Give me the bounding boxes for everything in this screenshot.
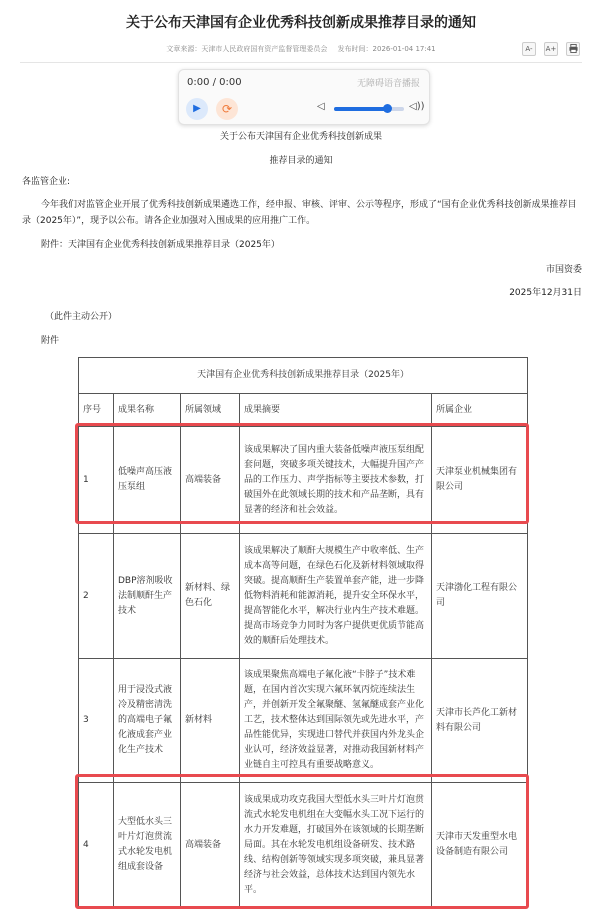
row-field: 高端装备 bbox=[181, 427, 240, 534]
highlight-box-row-4 bbox=[75, 774, 529, 909]
attachment-line: 附件：天津国有企业优秀科技创新成果推荐目录（2025年） bbox=[41, 240, 280, 250]
player-time: 0:00 / 0:00 bbox=[187, 77, 242, 88]
row-name: DBP溶剂吸收法制顺酐生产技术 bbox=[114, 534, 181, 659]
table-row bbox=[79, 659, 528, 783]
row-company: 天津市天发重型水电设备制造有限公司 bbox=[432, 783, 528, 908]
toolbar bbox=[522, 42, 580, 56]
body-line-2: 录（2025年）”，现予以公布。请各企业加强对入围成果的应用推广工作。 bbox=[22, 216, 316, 226]
volume-slider[interactable] bbox=[334, 107, 404, 111]
article-date: 发布时间：2026-01-04 17:41 bbox=[337, 45, 436, 53]
play-icon[interactable]: ▶ bbox=[186, 98, 208, 120]
attachment-label: 附件 bbox=[41, 336, 60, 346]
row-field: 新材料 bbox=[181, 659, 240, 783]
font-decrease-icon[interactable]: A- bbox=[522, 42, 536, 56]
row-summary: 该成果解决了国内重大装备低噪声液压泵组配套问题，突破多项关键技术，大幅提升国产产品的工作压力、声学指标等主要技术参数，打破国外在此领域长期的技术和产品垄断，具有显著的经济和社会效益。 bbox=[240, 427, 432, 534]
row-summary: 该成果解决了顺酐大规模生产中收率低、生产成本高等问题，在绿色石化及新材料领域取得突破。提高顺酐生产装置单套产能，进一步降低物料消耗和能源消耗，提升安全环保水平，提高智能化水平，解决行业内生产技术难题。提高市场竞争力同时为客户提供更优质节能高效的顺酐后处理技术。 bbox=[240, 534, 432, 659]
body-line-1: 今年我们对监管企业开展了优秀科技创新成果遴选工作，经申报、审核、评审、公示等程序，形成了“国有企业优秀科技创新成果推荐目 bbox=[41, 200, 577, 210]
col-header-company: 所属企业 bbox=[432, 394, 528, 427]
article-source: 文章来源：天津市人民政府国有资产监督管理委员会 bbox=[166, 45, 328, 53]
volume-up-icon[interactable]: ◁)) bbox=[409, 101, 425, 112]
row-no: 4 bbox=[79, 783, 114, 908]
row-name: 低噪声高压液压泵组 bbox=[114, 427, 181, 534]
accessible-audio-label[interactable]: 无障碍语音播报 bbox=[356, 79, 420, 89]
row-field: 新材料、绿色石化 bbox=[181, 534, 240, 659]
volume-fill bbox=[334, 107, 387, 111]
article-meta bbox=[0, 44, 602, 54]
doc-center-title-2: 推荐目录的通知 bbox=[269, 156, 333, 166]
volume-down-icon[interactable]: ◁ bbox=[317, 101, 325, 112]
loop-icon[interactable]: ⟳ bbox=[216, 98, 238, 120]
header-divider bbox=[20, 62, 582, 63]
table-header-row bbox=[79, 394, 528, 427]
col-header-name: 成果名称 bbox=[114, 394, 181, 427]
table-caption-row bbox=[79, 358, 528, 394]
row-summary: 该成果成功攻克我国大型低水头三叶片灯泡贯流式水轮发电机组在大变幅水头工况下运行的水力开发难题，打破国外在该领域的长期垄断局面。其在水轮发电机组设备研发、技术路线、结构创新等领域实现多项突破，兼具显著经济与社会效益，总体技术达到国内领先水平。 bbox=[240, 783, 432, 908]
audio-player bbox=[178, 69, 430, 125]
col-header-no: 序号 bbox=[79, 394, 114, 427]
table-row bbox=[79, 534, 528, 659]
signing-date: 2025年12月31日 bbox=[509, 288, 582, 298]
row-company: 天津泵业机械集团有限公司 bbox=[432, 427, 528, 534]
font-increase-icon[interactable]: A+ bbox=[544, 42, 558, 56]
row-field: 高端装备 bbox=[181, 783, 240, 908]
table-caption: 天津国有企业优秀科技创新成果推荐目录（2025年） bbox=[79, 358, 528, 394]
page-title: 关于公布天津国有企业优秀科技创新成果推荐目录的通知 bbox=[126, 15, 476, 31]
doc-center-title-1: 关于公布天津国有企业优秀科技创新成果 bbox=[219, 132, 382, 142]
print-icon[interactable] bbox=[566, 42, 580, 56]
row-name: 大型低水头三叶片灯泡贯流式水轮发电机组成套设备 bbox=[114, 783, 181, 908]
signer: 市国资委 bbox=[545, 265, 582, 275]
row-summary: 该成果聚焦高端电子氟化液“卡脖子”技术难题，在国内首次实现六氟环氧丙烷连续法生产，并创新开发全氟聚醚、氢氟醚成套产业化工艺，技术整体达到国际领先或先进水平，产品性能优异，实现进口替代并获国内外龙头企业认可，经济效益显著，对推动我国新材料产业链自主可控具有重要战略意义。 bbox=[240, 659, 432, 783]
row-name: 用于浸没式液冷及精密清洗的高端电子氟化液成套产业化生产技术 bbox=[114, 659, 181, 783]
highlight-box-row-1 bbox=[75, 423, 529, 524]
row-company: 天津渤化工程有限公司 bbox=[432, 534, 528, 659]
salutation: 各监管企业: bbox=[22, 177, 71, 187]
row-company: 天津市长芦化工新材料有限公司 bbox=[432, 659, 528, 783]
col-header-field: 所属领域 bbox=[181, 394, 240, 427]
public-note: （此件主动公开） bbox=[45, 312, 118, 322]
row-no: 2 bbox=[79, 534, 114, 659]
col-header-summary: 成果摘要 bbox=[240, 394, 432, 427]
volume-knob[interactable] bbox=[383, 104, 392, 113]
row-no: 1 bbox=[79, 427, 114, 534]
row-no: 3 bbox=[79, 659, 114, 783]
